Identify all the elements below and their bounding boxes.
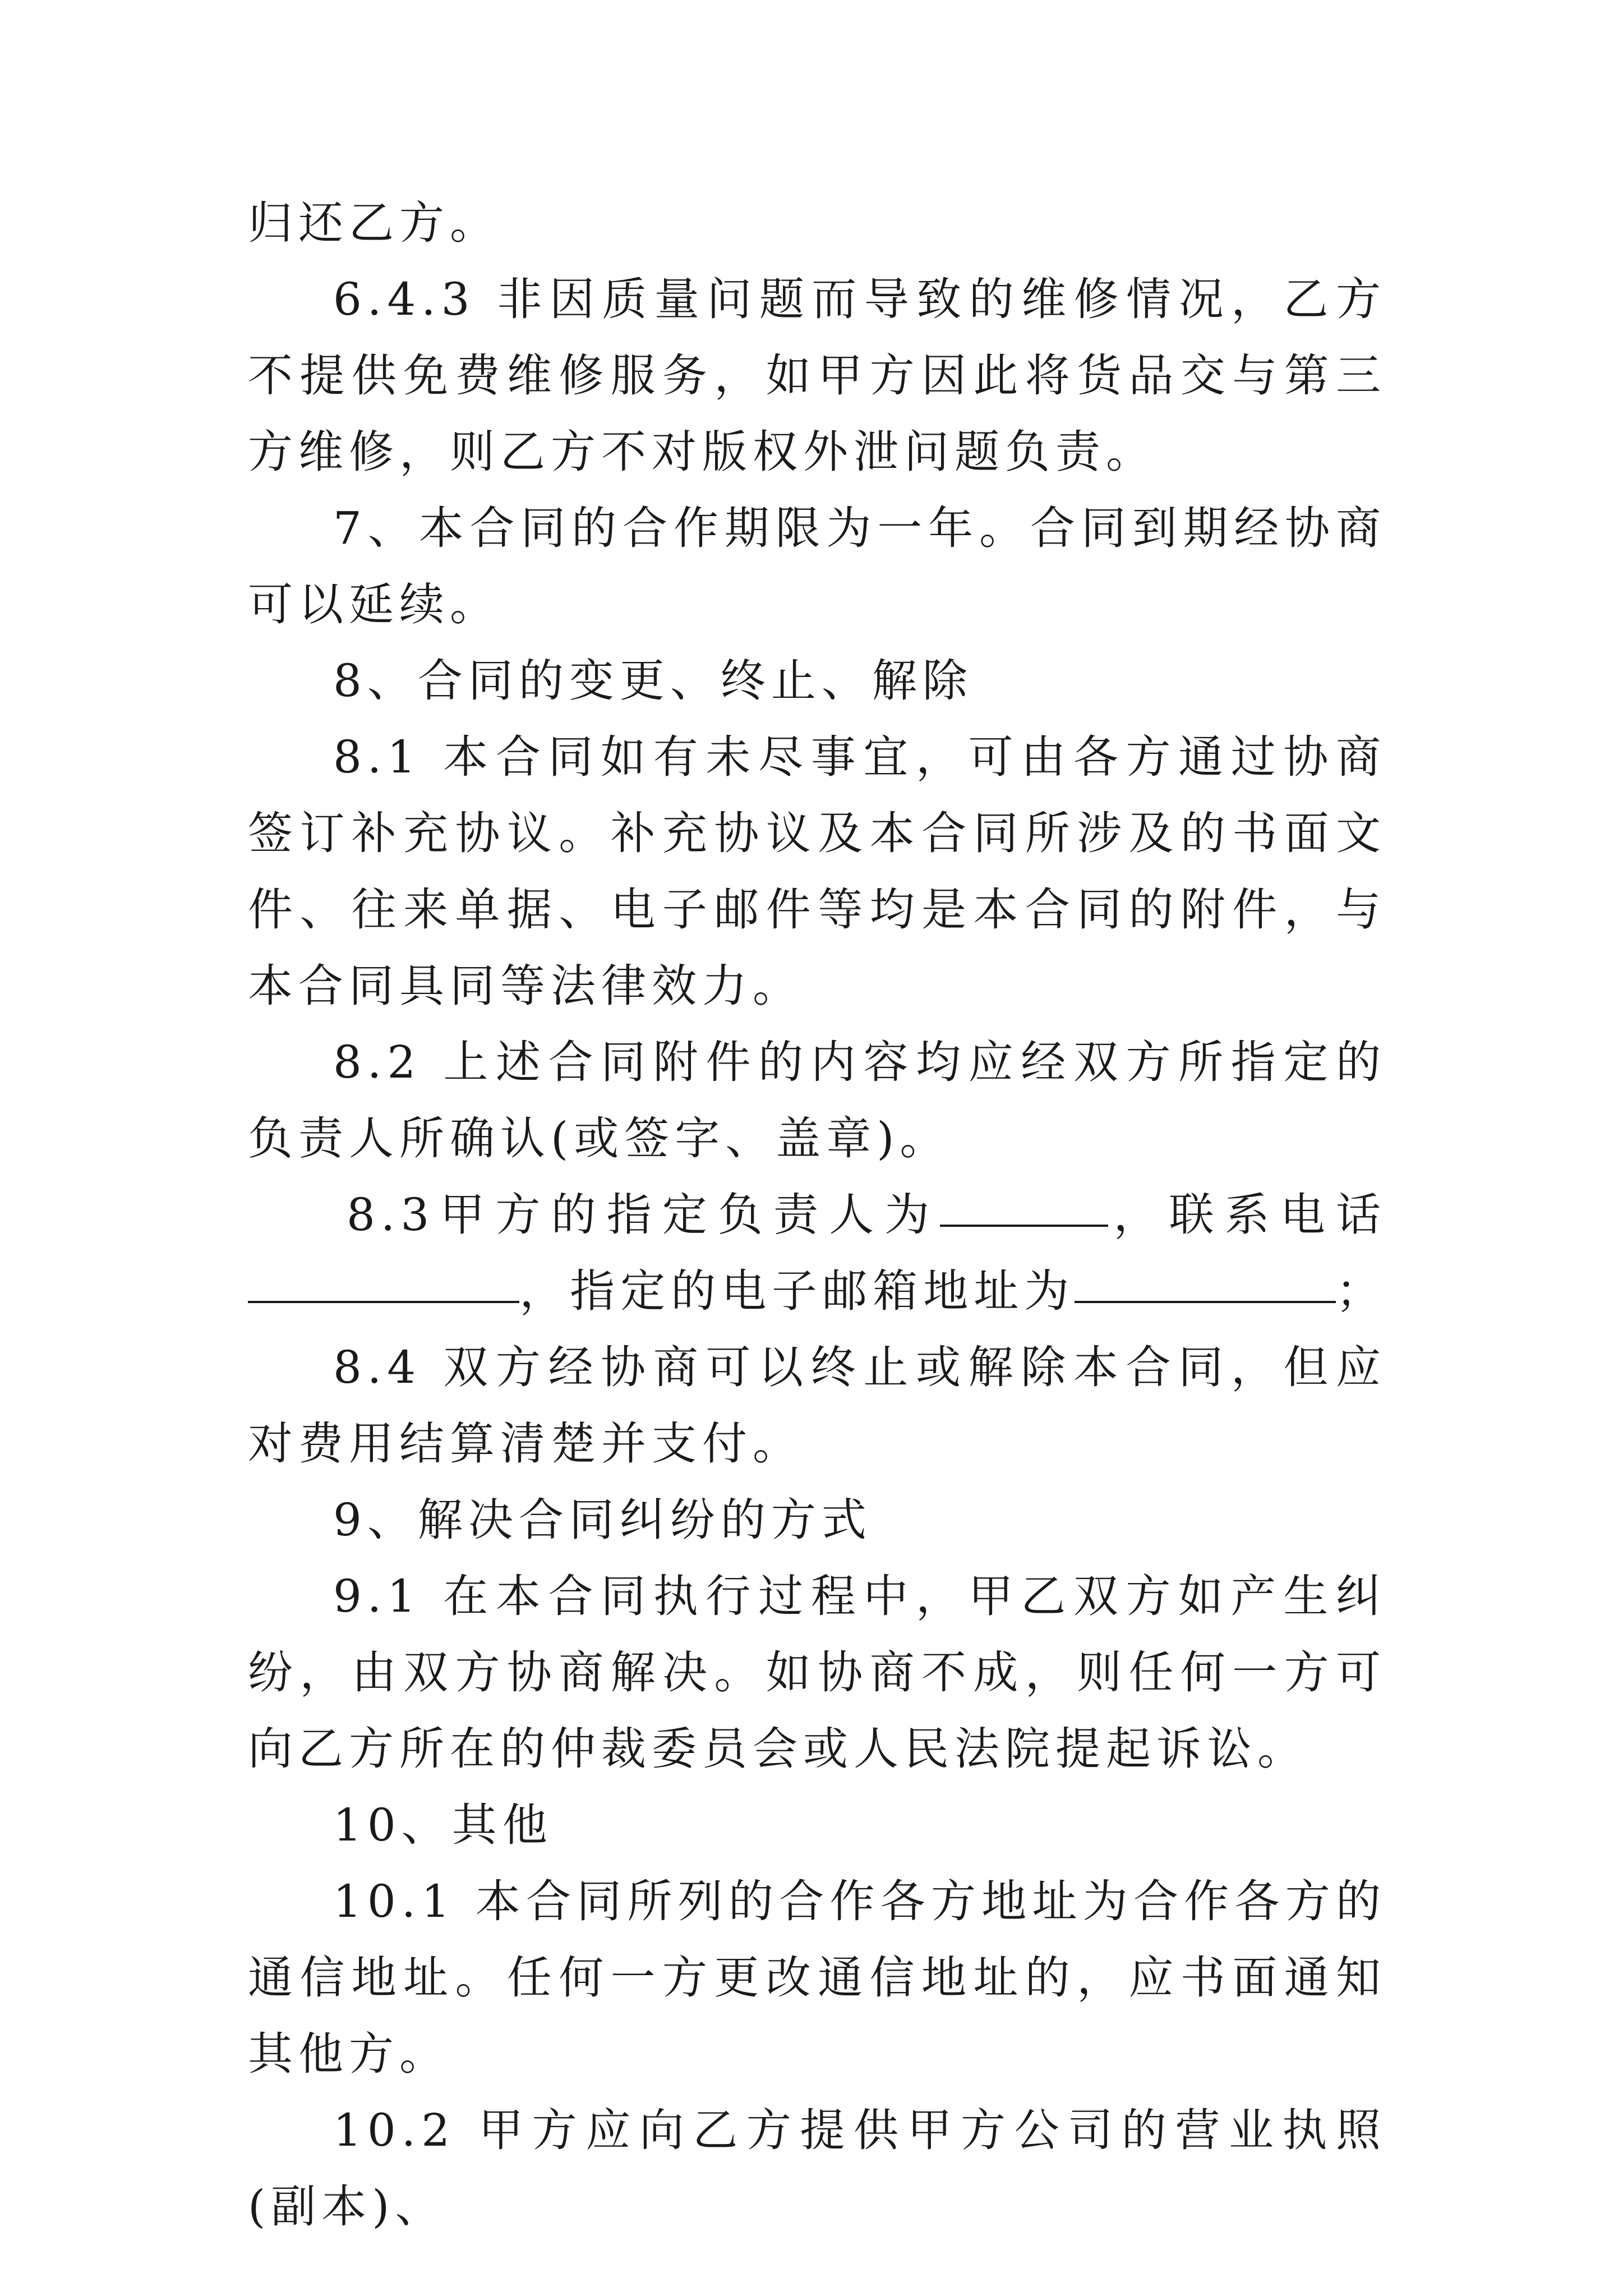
clause-8-3-char: 负 [717,1189,768,1241]
clause-8-3-char: 甲 [440,1189,491,1241]
clause-8-3-char: 人 [829,1189,880,1241]
clause-8-3-line-2 [248,1253,1386,1329]
clause-8-3-comma: ， [1113,1189,1164,1241]
clause-9-1: 9.1 在本合同执行过程中，甲乙双方如产生纠纷，由双方协商解决。如协商不成，则任何一方可向乙方所在的仲裁委员会或人民法院提起诉讼。 [248,1570,1386,1775]
clause-8-3-char: 电 [1280,1189,1331,1241]
clause-8-3-char: 话 [1335,1189,1386,1241]
clause-8-heading: 8、合同的变更、终止、解除 [333,655,973,707]
clause-8-3-number: 8.3 [347,1189,435,1241]
clause-8-3-char: 的 [551,1189,602,1241]
clause-6-4-3: 6.4.3 非因质量问题而导致的维修情况，乙方不提供免费维修服务，如甲方因此将货品交与第三方维修，则乙方不对版权外泄问题负责。 [248,273,1386,478]
paragraph-continuation: 归还乙方。 [248,197,500,249]
email-label: ，指定的电子邮箱地址为 [519,1265,1075,1317]
clause-8-4: 8.4 双方经协商可以终止或解除本合同，但应对费用结算清楚并支付。 [248,1341,1386,1470]
clause-8-3-char: 指 [606,1189,657,1241]
clause-8-3-char: 方 [495,1189,546,1241]
phone-blank [248,1256,519,1303]
clause-8-3-char: 联 [1169,1189,1220,1241]
clause-8-3-line-1 [248,1177,1386,1253]
email-blank [1075,1256,1336,1303]
clause-8-3-end: ； [1336,1265,1386,1317]
clause-9-heading: 9、解决合同纠纷的方式 [333,1494,872,1546]
clause-8-1: 8.1 本合同如有未尽事宜，可由各方通过协商签订补充协议。补充协议及本合同所涉及的书面文件、往来单据、电子邮件等均是本合同的附件，与本合同具同等法律效力。 [248,731,1386,1012]
clause-10-2: 10.2 甲方应向乙方提供甲方公司的营业执照(副本)、 [248,2104,1386,2233]
clause-10-1: 10.1 本合同所列的合作各方地址为合作各方的通信地址。任何一方更改通信地址的，应书面通知其他方。 [248,1875,1386,2080]
clause-8-3-char: 责 [773,1189,824,1241]
document-body [248,185,1386,2245]
clause-8-3-char: 定 [662,1189,713,1241]
clause-8-3 [248,1177,1386,1329]
clause-8-3-char: 系 [1224,1189,1275,1241]
clause-10-heading: 10、其他 [333,1799,553,1851]
clause-8-2: 8.2 上述合同附件的内容均应经双方所指定的负责人所确认(或签字、盖章)。 [248,1036,1386,1165]
clause-8-3-char: 为 [884,1189,935,1241]
clause-7: 7、本合同的合作期限为一年。合同到期经协商可以延续。 [248,502,1386,631]
responsible-person-blank [940,1180,1108,1227]
